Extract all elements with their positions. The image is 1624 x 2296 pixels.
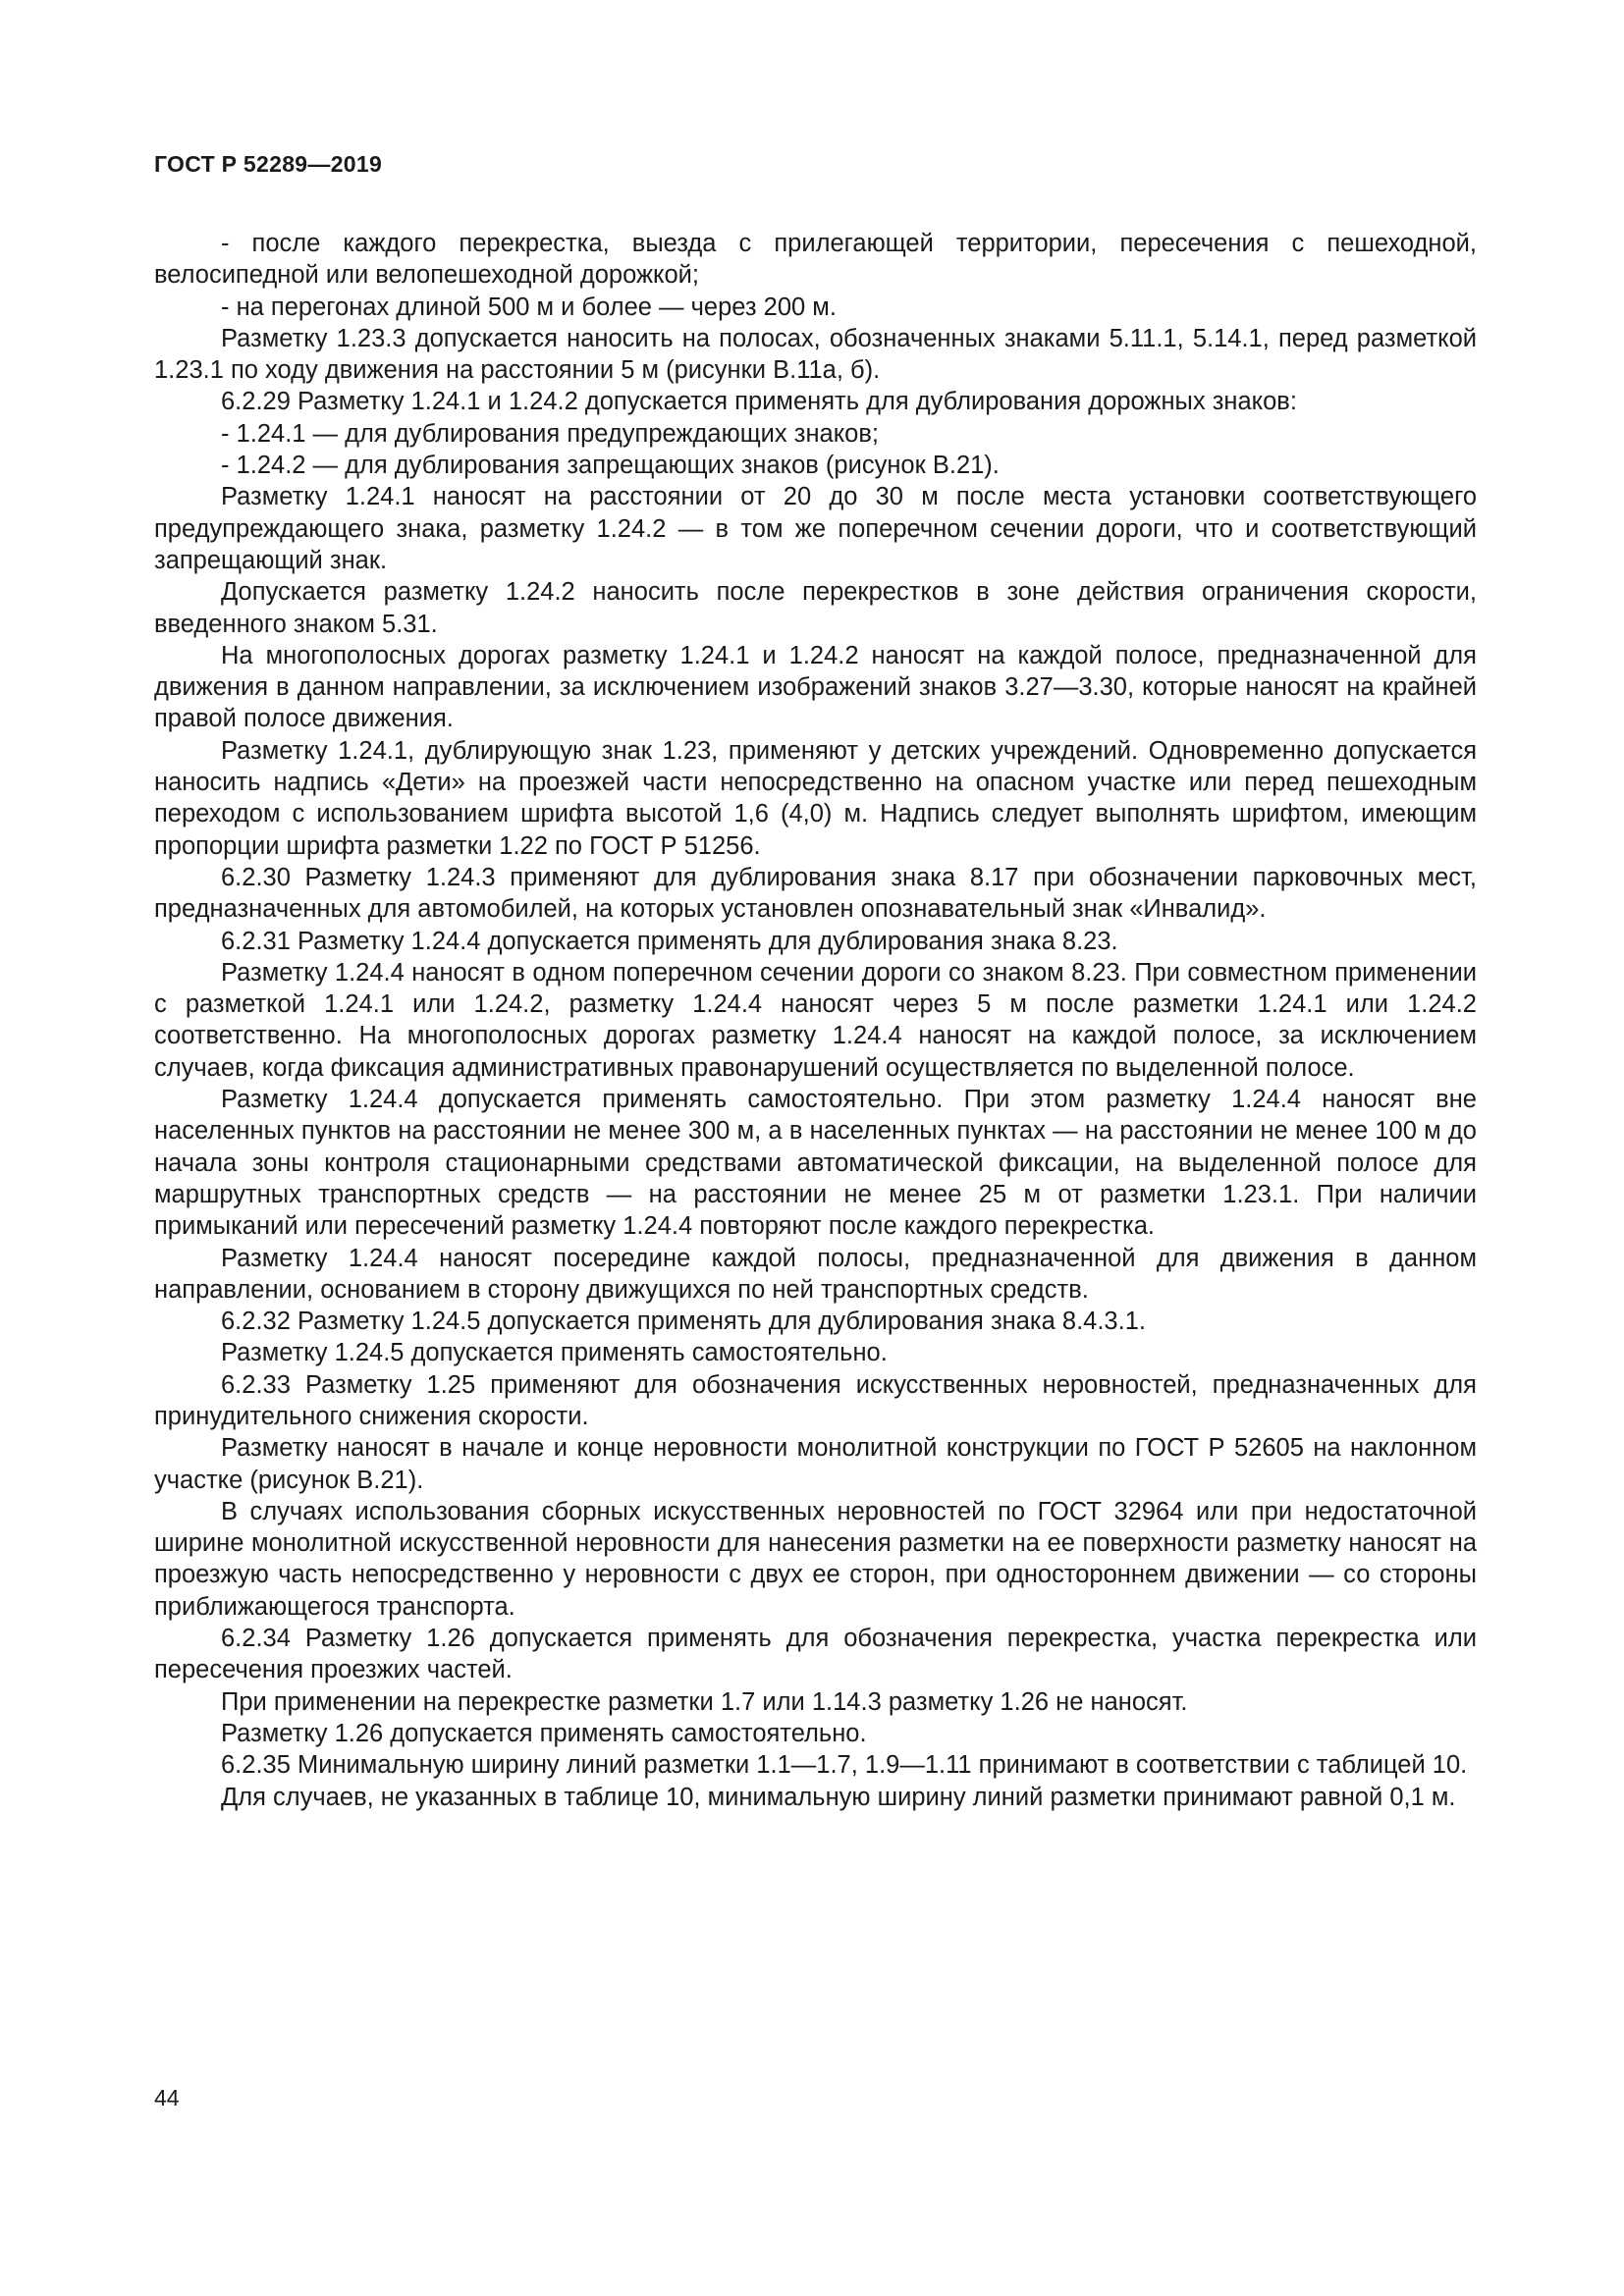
- paragraph: При применении на перекрестке разметки 1.7 или 1.14.3 разметку 1.26 не наносят.: [221, 1687, 1188, 1716]
- paragraph: Разметку 1.23.3 допускается наносить на полосах, обозначенных знаками 5.11.1, 5.14.1, перед разметкой 1.23.1 по ходу движения на расстоянии 5 м (рисунки В.11а, б).: [154, 324, 1477, 385]
- paragraph: 6.2.33 Разметку 1.25 применяют для обозначения искусственных неровностей, предназначенных для принудительного снижения скорости.: [154, 1370, 1477, 1430]
- paragraph: Разметку 1.24.1 наносят на расстоянии от 20 до 30 м после места установки соответствующего предупреждающего знака, разметку 1.24.2 — в том же поперечном сечении дороги, что и соответствующий запрещающий знак.: [154, 483, 1477, 574]
- paragraph: 6.2.35 Минимальную ширину линий разметки 1.1—1.7, 1.9—1.11 принимают в соответствии с таблицей 10.: [221, 1751, 1468, 1780]
- paragraph: Разметку 1.24.4 наносят в одном поперечном сечении дороги со знаком 8.23. При совместном применении с разметкой 1.24.1 или 1.24.2, разметку 1.24.4 наносят через 5 м после разметки 1.24.1 или 1.24.2 соответственно. На многополосных дорогах разметку 1.24.4 наносят на каждой полосе, за исключением случаев, когда фиксация административных правонарушений осуществляется по выделенной полосе.: [154, 958, 1477, 1082]
- paragraph: 6.2.29 Разметку 1.24.1 и 1.24.2 допускается применять для дублирования дорожных знаков:: [221, 388, 1297, 416]
- document-header: ГОСТ Р 52289—2019: [154, 151, 383, 177]
- paragraph: - после каждого перекрестка, выезда с прилегающей территории, пересечения с пешеходной, велосипедной или велопешеходной дорожкой;: [154, 230, 1477, 290]
- paragraph: Для случаев, не указанных в таблице 10, минимальную ширину линий разметки принимают равной 0,1 м.: [221, 1783, 1456, 1811]
- paragraph: На многополосных дорогах разметку 1.24.1 и 1.24.2 наносят на каждой полосе, предназначенной для движения в данном направлении, за исключением изображений знаков 3.27—3.30, которые наносят на крайней правой полосе движения.: [154, 641, 1477, 733]
- paragraph: В случаях использования сборных искусственных неровностей по ГОСТ 32964 или при недостаточной ширине монолитной искусственной неровности для нанесения разметки на ее поверхности разметку наносят на проезжую часть непосредственно у неровности с двух ее сторон, при одностороннем движении — со стороны приближающегося транспорта.: [154, 1497, 1477, 1621]
- paragraph: Допускается разметку 1.24.2 наносить после перекрестков в зоне действия ограничения скорости, введенного знаком 5.31.: [154, 578, 1477, 638]
- paragraph: - 1.24.2 — для дублирования запрещающих знаков (рисунок В.21).: [221, 452, 1000, 480]
- paragraph: Разметку 1.24.5 допускается применять самостоятельно.: [221, 1339, 888, 1367]
- paragraph: Разметку 1.24.4 допускается применять самостоятельно. При этом разметку 1.24.4 наносят вне населенных пунктов на расстоянии не менее 300 м, а в населенных пунктах — на расстоянии не менее 100 м до начала зоны контроля стационарными средствами автоматической фиксации, на выделенной полосе для маршрутных транспортных средств — на расстоянии не менее 25 м от разметки 1.23.1. При наличии примыканий или пересечений разметку 1.24.4 повторяют после каждого перекрестка.: [154, 1086, 1477, 1241]
- paragraph: Разметку наносят в начале и конце неровности монолитной конструкции по ГОСТ Р 52605 на наклонном участке (рисунок В.21).: [154, 1434, 1477, 1494]
- paragraph: 6.2.30 Разметку 1.24.3 применяют для дублирования знака 8.17 при обозначении парковочных мест, предназначенных для автомобилей, на которых установлен опознавательный знак «Инвалид».: [154, 863, 1477, 924]
- paragraph: 6.2.34 Разметку 1.26 допускается применять для обозначения перекрестка, участка перекрестка или пересечения проезжих частей.: [154, 1625, 1477, 1684]
- paragraph: 6.2.31 Разметку 1.24.4 допускается применять для дублирования знака 8.23.: [221, 927, 1118, 955]
- paragraph: - 1.24.1 — для дублирования предупреждающих знаков;: [221, 419, 879, 448]
- paragraph: 6.2.32 Разметку 1.24.5 допускается применять для дублирования знака 8.4.3.1.: [221, 1308, 1146, 1336]
- page-number: 44: [154, 2085, 180, 2110]
- paragraph: Разметку 1.26 допускается применять самостоятельно.: [221, 1719, 867, 1747]
- document-body: [154, 228, 1477, 1813]
- paragraph: - на перегонах длиной 500 м и более — через 200 м.: [221, 293, 837, 321]
- paragraph: Разметку 1.24.1, дублирующую знак 1.23, применяют у детских учреждений. Одновременно допускается наносить надпись «Дети» на проезжей части непосредственно на опасном участке или перед пешеходным переходом с использованием шрифта высотой 1,6 (4,0) м. Надпись следует выполнять шрифтом, имеющим пропорции шрифта разметки 1.22 по ГОСТ Р 51256.: [154, 736, 1477, 860]
- paragraph: Разметку 1.24.4 наносят посередине каждой полосы, предназначенной для движения в данном направлении, основанием в сторону движущихся по ней транспортных средств.: [154, 1244, 1477, 1304]
